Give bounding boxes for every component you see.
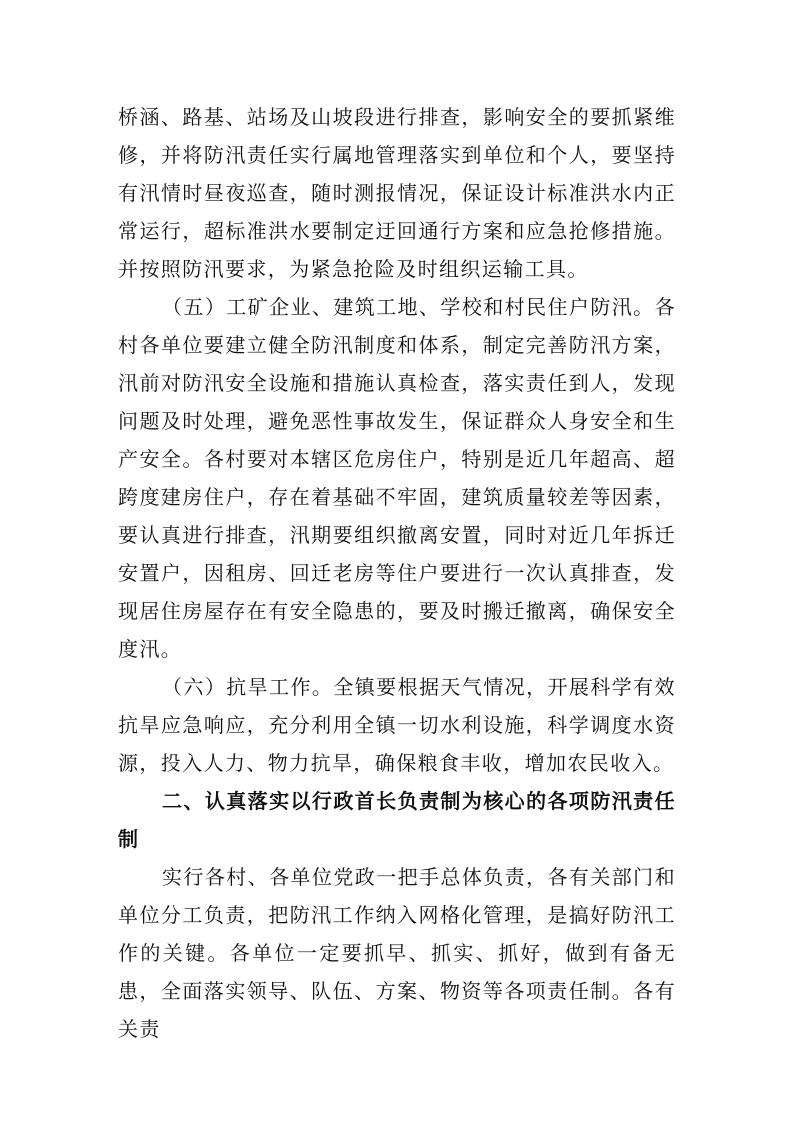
paragraph-enterprises-flood: （五）工矿企业、建筑工地、学校和村民住户防汛。各村各单位要建立健全防汛制度和体系，制定完善防汛方案，汛前对防汛安全设施和措施认真检查，落实责任到人，发现问题及时处理，避免恶性事故发生，保证群众人身安全和生产安全。各村要对本辖区危房住户，特别是近几年超高、超跨度建房住户，存在着基础不牢固，建筑质量较差等因素，要认真进行排查，汛期要组织撤离安置，同时对近几年拆迁安置户，因租房、回迁老房等住户要进行一次认真排查，发现居住房屋存在有安全隐患的，要及时搬迁撤离，确保安全度汛。 [118, 295, 676, 661]
section-heading: 二、认真落实以行政首长负责制为核心的各项防汛责任制 [118, 789, 676, 851]
paragraph-transport: 桥涵、路基、站场及山坡段进行排查，影响安全的要抓紧维修，并将防汛责任实行属地管理落实到单位和个人，要坚持有汛情时昼夜巡查，随时测报情况，保证设计标准洪水内正常运行，超标准洪水要制定迂回通行方案和应急抢修措施。并按照防汛要求，为紧急抢险及时组织运输工具。 [118, 105, 676, 281]
document-body [118, 98, 676, 1048]
paragraph-responsibility: 实行各村、各单位党政一把手总体负责，各有关部门和单位分工负责，把防汛工作纳入网格化管理，是搞好防汛工作的关键。各单位一定要抓早、抓实、抓好，做到有备无患，全面落实领导、队伍、方案、物资等各项责任制。各有关责 [118, 865, 676, 1041]
paragraph-drought: （六）抗旱工作。全镇要根据天气情况，开展科学有效抗旱应急响应，充分利用全镇一切水利设施，科学调度水资源，投入人力、物力抗旱，确保粮食丰收，增加农民收入。 [118, 675, 676, 775]
